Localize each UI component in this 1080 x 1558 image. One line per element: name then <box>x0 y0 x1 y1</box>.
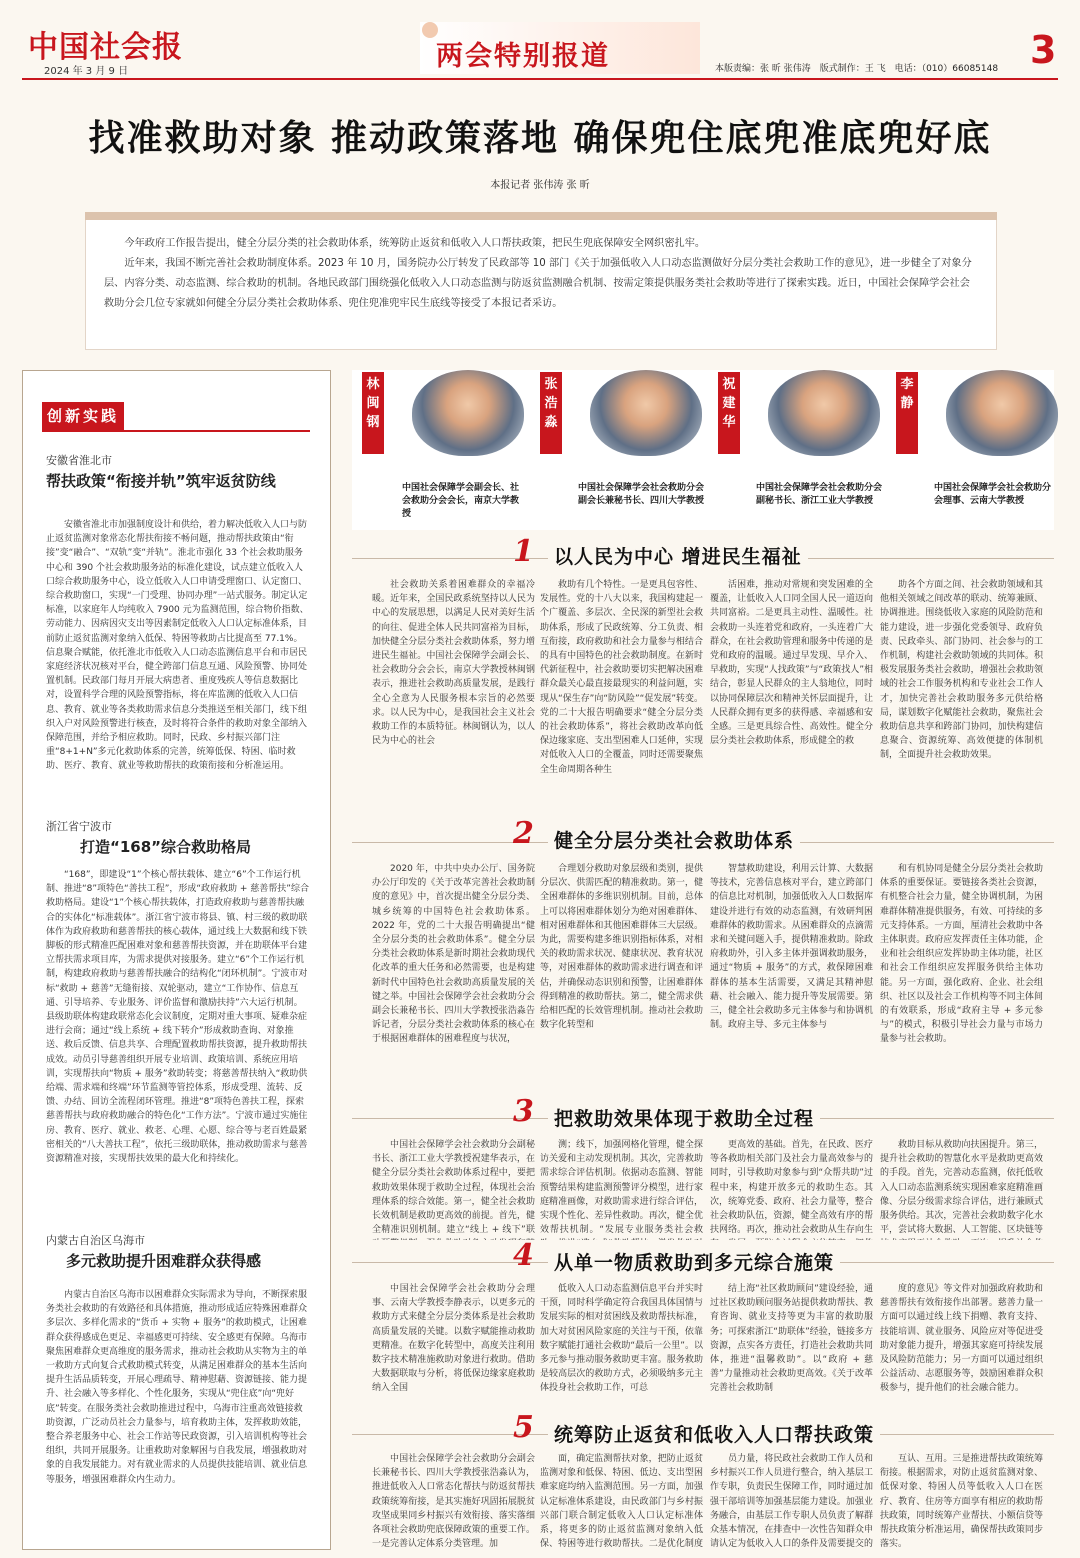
expert-photo <box>768 370 880 456</box>
masthead-rule <box>22 78 1058 80</box>
section-number: 3 <box>513 1094 534 1129</box>
sidebar-body: 安徽省淮北市加强制度设计和供给，着力解决低收入人口与防止返贫监测对象常态化帮扶衔接不畅问题，推动帮扶政策由“衔接”变“融合”、“双轨”变“并轨”。淮北市强化 33 个社会救助服务中心和 390 个社会救助服务站的标准化建设，试点建立低收入人口综合救助服务中心，设立低收入人口申请受理窗口、认定窗口、综合救助窗口，实现“一门受理、协同办理”一站式服务。制定认定标准，以家庭年人均纯收入 7900 元为监测范围，综合物价指数、劳动能力、因病因灾支出等因素制定低收入人口认定标准体系，目前防止返贫监测对象纳入低保、特困等救助占比提高至 77.1%。信息聚合赋能，依托淮北市低收入人口动态监测信息平台和市居民家庭经济状况核对平台，健全跨部门信息互通、风险预警、协同处置机制。民政部门每月开展大病患者、重度残疾人等信息数据比对，设置科学合理的风险预警指标，将在库监测的低收入人口信息、教育、就业等各类救助需求信息分类推送至相关部门，线下组织入户对风险预警进行核查，及时将符合条件的救助对象全部纳入保障范围，并给予相应救助。同时，民政、乡村振兴部门注重“8+1+N”多元化救助体系的完善，统筹低保、特困、临时救助、医疗、教育、就业等救助帮扶的政策衔接和分析准运用。 <box>46 520 309 772</box>
lede-paragraph: 今年政府工作报告提出，健全分层分类的社会救助体系，统筹防止返贫和低收入人口帮扶政策，把民生兜底保障安全网织密扎牢。 <box>124 238 706 249</box>
expert-photo <box>946 370 1058 456</box>
section-column: 智慧救助建设，利用云计算、大数据等技术，完善信息核对平台，建立跨部门的信息比对机制，加强低收入人口数据库建设并进行有效的动态监测，有效研判困难群体的救助需求。从困难群众的点滴需求和关键问题入手，提供精准救助。除政府救助外，引入多主体并强调救助服务，通过“物质 + 服务”的方式，救保障困难群体的基本生活需要，又满足其精神慰藉、社会融入、能力提升等发展需要。第三，健全社会救助多元主体参与和协调机制。政府主导、多元主体参与 <box>710 864 873 1031</box>
sidebar-tag: 创新实践 <box>42 402 124 430</box>
section-column: 更高效的基础。首先，在民政、医疗等各救助相关部门及社会力量高效参与的同时，引导救助对象参与到“众帮共助”过程中来，构建开放多元的救助生态。其次，统筹党委、政府、社会力量等，整合社会救助队伍，资源，健全高效有序的帮扶网络。再次，推动社会救助从生存向生 <box>710 1140 873 1236</box>
lede-bar <box>85 212 997 220</box>
page-number: 3 <box>1030 28 1057 72</box>
section-column: 度的意见》等文件对加强政府救助和慈善帮扶有效衔接作出部署。慈善力量一方面可以通过线上线下捐赠、教育支持、技能培训、就业服务、风险应对等促进受助对象能力提升，增强其家庭可持续发展及风险防范能力；另一方面可以通过组织公益活动、志愿服务等，鼓励困难群众积极参与，提升他们的社会融合能力。 <box>880 1284 1043 1394</box>
section-number: 5 <box>513 1410 534 1445</box>
section-title: 把救助效果体现于救助全过程 <box>548 1104 820 1131</box>
sidebar-title: 多元救助提升困难群众获得感 <box>66 1252 262 1270</box>
sidebar-rule <box>42 430 310 432</box>
expert-photo <box>590 370 702 456</box>
section-column: 低收入人口动态监测信息平台并实时干预，同时科学确定符合我国具体国情与发展实际的相对贫困线及救助帮扶标准，加大对贫困风险家庭的关注与干预，依靠数字赋能打通社会救助“最后一公里”。以多元参与推动服务救助更丰富。服务救助是较高层次的救助方式，必须吸纳多元主体投身社会救助工作，可总 <box>540 1284 703 1394</box>
sidebar-region: 内蒙古自治区乌海市 <box>46 1234 145 1247</box>
section-column: 活困难，推动对常规和突发困难的全覆盖，让低收入人口同全国人民一道迈向共同富裕。二是更具主动性、温暖性。社会救助一头连着党和政府，一头连着广大群众，在社会救助管理和服务中传递的是党和政府的温暖。通过早发现、早介入、早救助，实现“人找政策”与“政策找人”相结合，彰显人民群众的主人翁地位，同时以协同保障层次和精神关怀层面提升，让人民群众拥有更多的获得感、幸福感和安全感。三是更具综合性、高效性。健全分层分类社会救助体系，形成健全的救 <box>710 580 873 747</box>
section-column: 互认、互用。三是推进帮扶政策统筹衔接。根据需求，对防止返贫监测对象、低保对象、特困人员等低收入人口在医疗、教育、住房等方面享有相应的救助帮扶政策，同时统筹产业帮扶、小额信贷等帮扶政策分析准运用，确保帮扶政策同步落实。 <box>880 1454 1043 1550</box>
section-column: 面，确定监测帮扶对象，把防止返贫监测对象和低保、特困、低边、支出型困难家庭均纳入监测范围。另一方面，加强认定标准体系建设，由民政部门与乡村振兴部门联合制定低收入人口认定标准体系，将更多的防止返贫监测对象纳入低保、特困等进行救助帮扶。二是优化制度 <box>540 1454 703 1550</box>
sidebar-region: 安徽省淮北市 <box>46 454 112 467</box>
section-title: 从单一物质救助到多元综合施策 <box>548 1248 840 1275</box>
section-column: 结上海“社区救助顾问”建设经验，通过社区救助顾问服务站提供救助帮扶、教育咨询、就业支持等更为丰富的救助服务；可探索浙江“助联体”经验，链接多方资源，点实各方责任，打造社会救助共同体，推进“温馨救助”。以“政府 + 慈善”力量推动社会救助更高效。《关于改革完善社会救助制 <box>710 1284 873 1394</box>
section-column: 中国社会保障学会社会救助分会副会长兼秘书长、四川大学教授张浩淼认为，推进低收入人口常态化帮扶与防返贫帮扶政策统筹衔接，是其实施好巩固拓展脱贫攻坚成果同乡村振兴有效衔接、落实落细各项社会救助兜底保障政策的重要工作。一是完善认定体系分类管理。加 <box>372 1454 535 1550</box>
expert-caption: 中国社会保障学会社会救助分会副秘书长、浙江工业大学教授 <box>756 483 883 506</box>
lede <box>104 234 980 314</box>
section-number: 4 <box>513 1238 534 1273</box>
byline: 本报记者 张伟涛 张 昕 <box>490 180 590 191</box>
sidebar-region: 浙江省宁波市 <box>46 820 112 833</box>
newspaper-logo: 中国社会报 <box>28 30 183 65</box>
headline: 找准救助对象 推动政策落地 确保兜住底兜准底兜好底 <box>88 118 992 159</box>
section-title: 两会特别报道 <box>436 41 610 72</box>
section-title: 健全分层分类社会救助体系 <box>548 826 800 853</box>
section-title: 统筹防止返贫和低收入人口帮扶政策 <box>548 1420 880 1447</box>
section-column: 合理划分救助对象层级和类别，提供分层次、供需匹配的精准救助。第一，健全困难群体的多维识别机制。目前，总体上可以将困难群体划分为绝对困难群体、相对困难群体和其他困难群体三大层级。为此，需要构建多维识别指标体系，对相关的救助需求状况、健康状况、教育状况等，对困难群体的救助需求进行调查和评估，并确保动态识别和预警，让困难群体得到精准的救助帮扶。第二，健全需求供给相匹配的长效管理机制。推动社会救助数字化转型和 <box>540 864 703 1031</box>
sidebar-title: 帮扶政策“衔接并轨”筑牢返贫防线 <box>46 472 276 490</box>
section-number: 1 <box>513 534 534 569</box>
section-column: 2020 年，中共中央办公厅、国务院办公厅印发的《关于改革完善社会救助制度的意见》中，首次提出健全分层分类、城乡统筹的中国特色社会救助体系。2022 年，党的二十大报告明确提出“健全分层分类的社会救助体系”。健全分层分类社会救助体系是新时期社会救助现代化改革的重大任务和必然需要，也是构建新时代中国特色社会救助高质量发展的关键之举。中国社会保障学会社会救助分会副会长兼秘书长、四川大学教授张浩淼告诉记者，分层分类社会救助体系的核心在于根据困难群体的困难程度与状况， <box>372 864 535 1045</box>
section-column: 测；线下，加强网格化管理，健全探访关爱和主动发现机制。其次，完善救助需求综合评估机制。依据动态监测、智能预警结果构建监测预警评分模型，进行家庭精准画像，对救助需求进行综合评估，实现个性化、差异性救助。再次，健全优效帮扶机制。“发展专业服务类社会救 <box>540 1140 703 1236</box>
section-column: 中国社会保障学会社会救助分会副秘书长、浙江工业大学教授祝建华表示，在健全分层分类社会救助体系过程中，要把救助效果体现于救助全过程，体现社会治理体系的综合效能。第一，健全社会救助长效机制是救助更高效的前提。首先，健全精准识别机制。建立“线上 + 线下”联 <box>372 1140 535 1236</box>
section-title: 以人民为中心 增进民生福祉 <box>548 542 808 569</box>
sidebar-body: “168”，即建设“1”个核心帮扶载体、建立“6”个工作运行机制、推进“8”项特色“善扶工程”，形成“政府救助 + 慈善帮扶”综合救助格局。建设“1”个核心帮扶载体，打造政府救助与慈善帮扶融合的实体化“标准载体”。浙江省宁波市将县、镇、村三级的救助联体作为政府救助和慈善帮扶的核心载体，通过线上大数据和线下铁脚板的形式精准匹配困难对象和慈善帮扶资源，并在助联体平台建立帮扶需求项目库，为需求提供对接服务。建立“6”个工作运行机制，构建政府救助与慈善帮扶融合的结构化“闭环机制”。宁波市对标“救助 + 慈善”无缝衔接、双轮驱动，建立“工作协作、信息互通、引导培养、专业服务、评价监督和激励扶持”六大运行机制。县级助联体构建政联常态化会议制度，定期对重大事项、疑难杂症进行会商；通过“线上系统 + 线下转介”形成救助查询、对象推送、救后反馈、信息共享、合理配置救助帮扶资源，提升救助帮扶成效。动员引导慈善组织开展专业培训、政策培训、系统应用培训，实现帮扶向“物质 + 服务”救助转变；将慈善帮扶纳入“救助供给端、需求端和终端”环节监测等管控体系，形成受理、流转、反馈、办结、回访全流程闭环管理。推进“8”项特色善扶工程，探索慈善帮扶与政府救助融合的特色化“工作方法”。宁波市通过实施住房、教育、医疗、就业、救老、心理、心愿、综合等与老百姓最紧密相关的“八大善扶工程”，依托三级助联体，推动救助需求与慈善资源精准对接，实现帮扶效果的最大化和持续化。 <box>46 870 309 1165</box>
section-column: 救助有几个特性。一是更具包容性、发展性。党的十八大以来，我国构建起一个广覆盖、多层次、全民深的新型社会救助体系，形成了民政统筹、分工负责、相互衔接，政府救助和社会力量参与相结合的具有中国特色的社会救助制度。在新时代新征程中，社会救助要切实把解决困难群众最关心最直接最现实的利益问题，实现从“保生存”向“防风险”“促发展”转变。党的二十大报告明确要求“健全分层分类的社会救助体系”，将社会救助改革向低保边缘家庭、支出型困难人口延伸，实现对低收入人口的全覆盖，同时还需要聚焦全生命周期各种生 <box>540 580 703 775</box>
issue-date: 2024 年 3 月 9 日 <box>44 66 129 77</box>
expert-name: 张浩淼 <box>540 372 562 454</box>
expert-name: 林闽钢 <box>362 372 384 454</box>
expert-caption: 中国社会保障学会副会长、社会救助分会会长，南京大学教授 <box>402 483 520 519</box>
section-column: 中国社会保障学会社会救助分会理事、云南大学教授李静表示，以更多元的救助方式来健全分层分类体系是社会救助高质量发展的关键。以数字赋能推动救助更精准。在数字化转型中，高度关注利用数字技术精准施救助对象进行救助。借助大数据联取与分析，将低保边缘家庭救助纳入全国 <box>372 1284 535 1394</box>
sidebar-body: 内蒙古自治区乌海市以困难群众实际需求为导向，不断探索服务类社会救助的有效路径和具体措施，推动形成适应特殊困难群众多层次、多样化需求的“货币 + 实物 + 服务”的救助模式，让困难群众获得感成色更足、幸福感更可持续、安全感更有保障。乌海市聚焦困难群众更高维度的服务需求，推动社会救助从实物为主的单一救助方式向复合式救助模式转变，从满足困难群众的基本生活向提升生活品质转变，开展心理疏导、精神慰藉、资源链接、能力提升、社会融入等多样化、个性化服务，实现从“兜住底”向“兜好底”转变。在服务类社会救助推进过程中，乌海市注重高效链接救助资源，广泛动员社会力量参与，培育救助主体，发挥救助效能，整合养老服务中心、社会工作站等民政资源，引入培训机构等社会组织，共同开展服务。让重救助对象解困与自我发展，增强救助对象的自我发展能力。对有就业需求的人员提供技能培训、就业信息等服务，增强困难群众内生动力。 <box>46 1290 308 1485</box>
expert-name: 祝建华 <box>718 372 740 454</box>
section-column: 社会救助关系着困难群众的幸福冷暖。近年来，全国民政系统坚持以人民为中心的发展思想，以满足人民对美好生活的向往、促进全体人民共同富裕为目标，加快健全分层分类社会救助体系，努力增进民生福祉。中国社会保障学会副会长、社会救助分会会长，南京大学教授林闽钢表示，推进社会救助高质量发展，是践行全心全意为人民服务根本宗旨的必然要求。以人民为中心，是我国社会主义社会救助工作的本质特征。林闽钢认为，以人民为中心的社会 <box>372 580 535 747</box>
editor-credits: 本版责编：张 昕 张伟涛 版式制作：王 飞 电话：（010）66085148 <box>715 64 999 74</box>
sidebar-title: 打造“168”综合救助格局 <box>80 838 252 856</box>
expert-photo <box>412 370 524 456</box>
section-number: 2 <box>513 816 534 851</box>
masthead <box>0 0 1080 95</box>
section-column: 员力量，将民政社会救助工作人员和乡村振兴工作人员进行整合，纳入基层工作专职，负责民生保障工作，同时通过加强干部培训等加强基层能力建设。加强业务融合，由基层工作专职人员负责了解群众基本情况，在排查中一次性告知群众申请认定为低收入人口的条件及需要提交的 <box>710 1454 873 1550</box>
section-column: 和有机协同是健全分层分类社会救助体系的重要保证。要链接各类社会资源，有机整合社会力量，健全协调机制，为困难群体精准提供服务，有效、可持续的多元支持体系。一方面，厘清社会救助中各主体职责。政府应发挥责任主体功能，企业和社会组织应发挥协助主体功能，社区和社会工作组织应发挥服务供给主体功能。另一方面，强化政府、企业、社会组织、社区以及社会工作机构等不同主体间的有效联系，形成“政府主导 + 多元参与”的模式，积极引导社会力量与市场力量参与社会救助。 <box>880 864 1043 1045</box>
expert-caption: 中国社会保障学会社会救助分会理事、云南大学教授 <box>934 483 1052 506</box>
expert-name: 李 静 <box>896 372 918 454</box>
section-column: 助各个方面之间、社会救助领域和其他相关领域之间改革的联动、统筹兼顾、协调推进。围绕低收入家庭的风险防范和能力建设，进一步强化党委领导、政府负责、民政牵头、部门协同、社会参与的工作机制，构建社会救助领域的共同体。积极发展服务类社会救助，增强社会救助领域的社会工作服务机构和专业社会工作人才，加快完善社会救助服务多元供给格局，谋划数字化赋能社会救助，聚焦社会救助信息共享和跨部门协同，加快构建信息聚合、资源统筹、高效便捷的体制机制，全面提升社会救助效果。 <box>880 580 1043 761</box>
expert-caption: 中国社会保障学会社会救助分会副会长兼秘书长、四川大学教授 <box>578 483 705 506</box>
lede-paragraph: 近年来，我国不断完善社会救助制度体系。2023 年 10 月，国务院办公厅转发了民政部等 10 部门《关于加强低收入人口动态监测做好分层分类社会救助工作的意见》，进一步健全了对象分层、内容分类、动态监测、综合救助的机制。各地民政部门围绕强化低收入人口动态监测与防返贫监测融合机制、按需定策提供服务类社会救助等进行了探索实践。近日，中国社会保障学会社会救助分会几位专家就如何健全分层分类社会救助体系、兜住兜准兜牢民生底线等接受了本报记者采访。 <box>104 258 972 309</box>
section-column: 救助目标从救助向扶困提升。第三，提升社会救助的智慧化水平是救助更高效的手段。首先，完善动态监测，依托低收入人口动态监测系统实现困难家庭精准画像、分层分级需求综合评估，进行兼顾式服务供给。其次，完善社会救助数字化水平，尝试将大数据、人工智能、区块链等 <box>880 1140 1043 1236</box>
